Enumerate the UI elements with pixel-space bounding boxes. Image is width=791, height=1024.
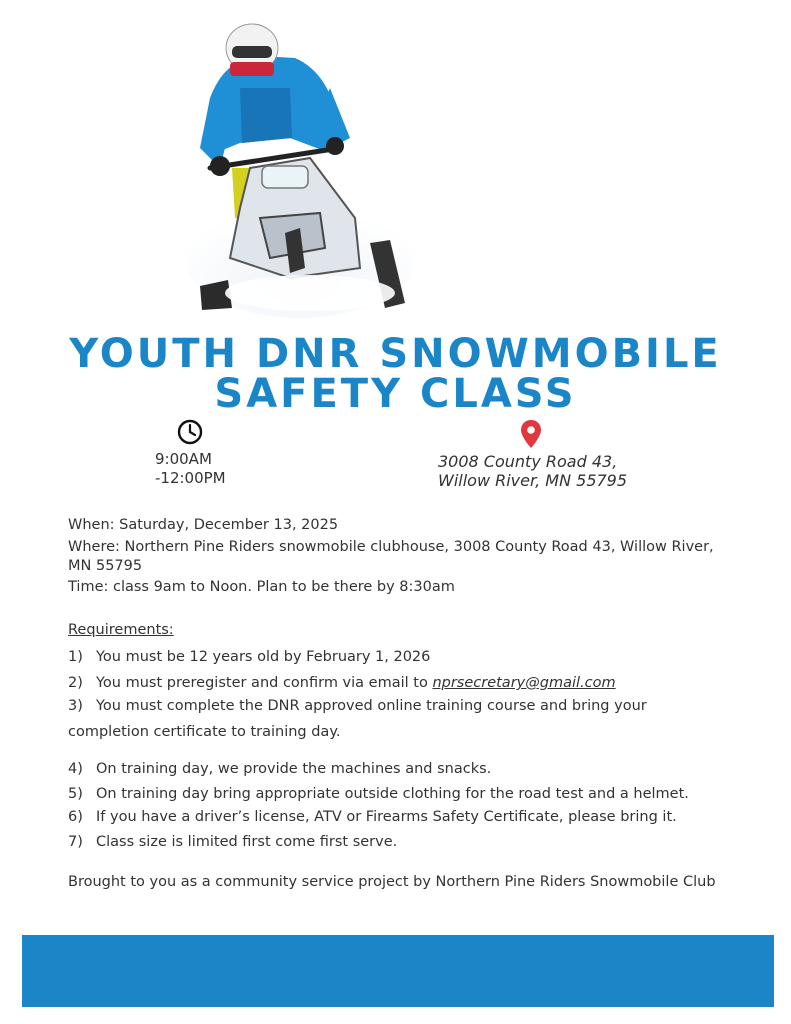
requirement-item [68, 761, 728, 777]
email-link[interactable]: nprsecretary@gmail.com [432, 675, 616, 691]
requirement-text: Class size is limited first come first serve. [96, 834, 398, 850]
address-line-2: Willow River, MN 55795 [438, 471, 628, 490]
where-text-line-2: MN 55795 [68, 558, 143, 574]
map-pin-icon [520, 419, 542, 449]
address-line-1: 3008 County Road 43, [438, 452, 618, 471]
requirement-text-continued: completion certificate to training day. [68, 724, 341, 740]
requirement-text: On training day bring appropriate outside clothing for the road test and a helmet. [96, 786, 689, 802]
footer-band [22, 935, 774, 1007]
snowmobile-rider-photo [180, 18, 420, 318]
requirement-text: You must complete the DNR approved online training course and bring your [96, 698, 647, 714]
requirement-item [68, 675, 728, 691]
requirement-item [68, 649, 728, 665]
title-line-2: SAFETY CLASS [214, 371, 577, 417]
requirement-text: You must be 12 years old by February 1, 2026 [96, 649, 431, 665]
requirement-item [68, 834, 728, 850]
requirement-number: 3) [68, 698, 83, 714]
requirement-text: You must preregister and confirm via email to [96, 675, 433, 691]
requirement-number: 2) [68, 675, 83, 691]
requirement-item [68, 786, 728, 802]
footer-text: Brought to you as a community service project by Northern Pine Riders Snowmobile Club [68, 874, 716, 890]
time-start: 9:00AM [155, 450, 212, 468]
requirement-number: 5) [68, 786, 83, 802]
title-line-1: YOUTH DNR SNOWMOBILE [69, 331, 722, 377]
requirement-number: 4) [68, 761, 83, 777]
time-end: -12:00PM [155, 469, 226, 487]
clock-icon [177, 419, 203, 445]
requirement-number: 1) [68, 649, 83, 665]
requirement-item [68, 809, 728, 825]
requirement-number: 7) [68, 834, 83, 850]
requirement-number: 6) [68, 809, 83, 825]
where-text-line-1: Where: Northern Pine Riders snowmobile clubhouse, 3008 County Road 43, Willow River, [68, 539, 714, 555]
requirement-text: If you have a driver’s license, ATV or Firearms Safety Certificate, please bring it. [96, 809, 677, 825]
when-text: When: Saturday, December 13, 2025 [68, 517, 339, 533]
requirements-heading: Requirements: [68, 622, 174, 638]
time-text: Time: class 9am to Noon. Plan to be there by 8:30am [68, 579, 455, 595]
requirement-text: On training day, we provide the machines and snacks. [96, 761, 492, 777]
requirement-item [68, 698, 728, 714]
